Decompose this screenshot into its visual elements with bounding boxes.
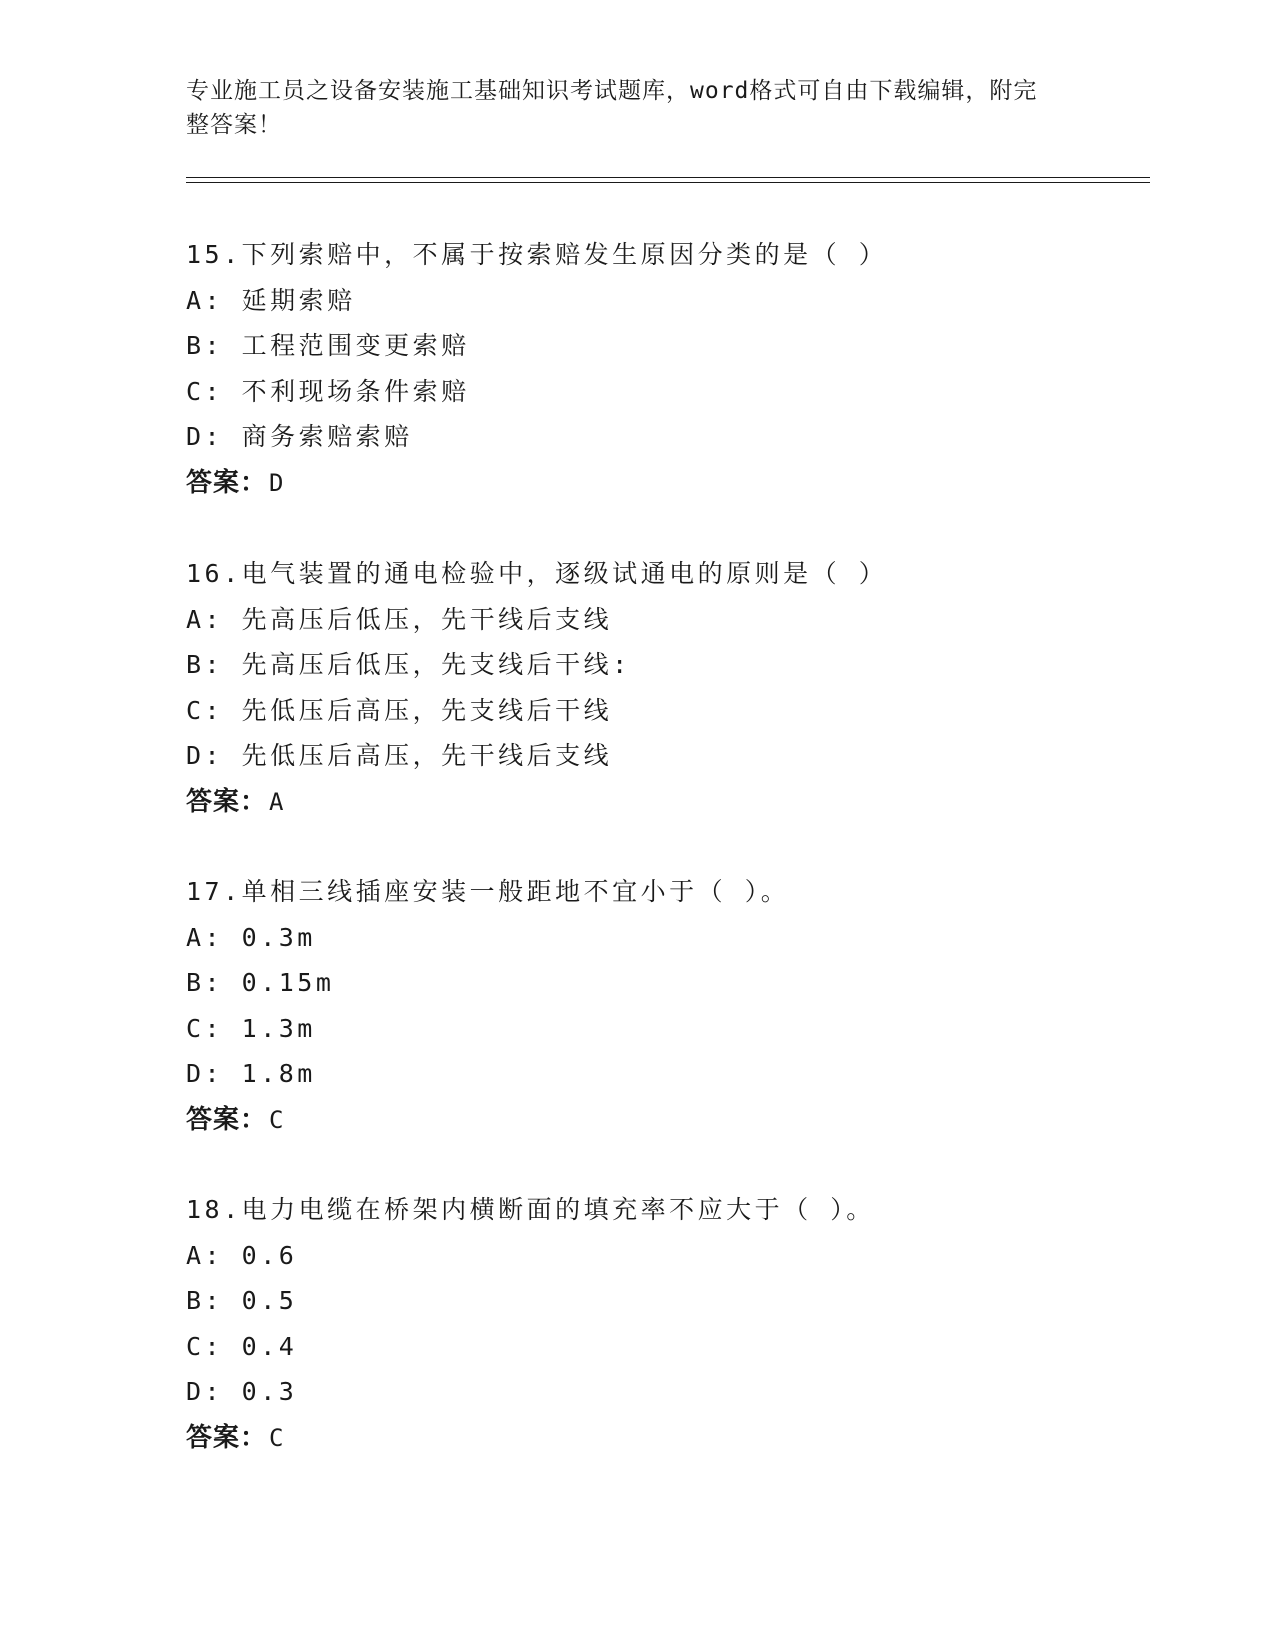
answer-label: 答案： bbox=[186, 1422, 268, 1453]
answer-line bbox=[186, 1097, 1086, 1143]
question-17 bbox=[186, 869, 1086, 1142]
question-15 bbox=[186, 232, 1086, 505]
answer-label: 答案： bbox=[186, 1104, 268, 1135]
option-c: C: 先低压后高压，先支线后干线 bbox=[186, 695, 613, 725]
option-a: A: 先高压后低压，先干线后支线 bbox=[186, 604, 613, 634]
question-18 bbox=[186, 1187, 1086, 1460]
answer-label: 答案： bbox=[186, 786, 268, 817]
answer-line bbox=[186, 1415, 1086, 1461]
question-16 bbox=[186, 551, 1086, 824]
option-d: D: 商务索赔索赔 bbox=[186, 422, 413, 451]
answer-label: 答案： bbox=[186, 467, 268, 498]
answer-line bbox=[186, 460, 1086, 506]
answer-value: D bbox=[269, 468, 285, 497]
header-line-1: 专业施工员之设备安装施工基础知识考试题库，word格式可自由下载编辑，附完 bbox=[186, 78, 1038, 104]
answer-line bbox=[186, 779, 1086, 825]
header-divider-bottom bbox=[186, 182, 1150, 183]
question-stem: 15.下列索赔中，不属于按索赔发生原因分类的是（ ） bbox=[186, 240, 888, 269]
answer-value: A bbox=[269, 787, 285, 816]
header-line-2: 整答案！ bbox=[186, 112, 282, 138]
option-d: D: 1.8m bbox=[186, 1059, 316, 1088]
option-d: D: 0.3 bbox=[186, 1377, 298, 1406]
option-d: D: 先低压后高压，先干线后支线 bbox=[186, 741, 613, 770]
option-c: C: 不利现场条件索赔 bbox=[186, 376, 470, 406]
option-c: C: 1.3m bbox=[186, 1013, 316, 1043]
option-a: A: 延期索赔 bbox=[186, 285, 356, 315]
question-stem: 17.单相三线插座安装一般距地不宜小于（ ）。 bbox=[186, 877, 790, 906]
option-b: B: 0.5 bbox=[186, 1286, 298, 1315]
question-stem: 16.电气装置的通电检验中，逐级试通电的原则是（ ） bbox=[186, 559, 888, 588]
option-a: A: 0.3m bbox=[186, 922, 316, 952]
option-b: B: 工程范围变更索赔 bbox=[186, 331, 470, 360]
header-divider-top bbox=[186, 177, 1150, 178]
option-a: A: 0.6 bbox=[186, 1240, 298, 1270]
document-header bbox=[186, 74, 1066, 142]
option-c: C: 0.4 bbox=[186, 1331, 298, 1361]
option-b: B: 先高压后低压，先支线后干线: bbox=[186, 650, 631, 679]
question-stem: 18.电力电缆在桥架内横断面的填充率不应大于（ ）。 bbox=[186, 1195, 875, 1224]
option-b: B: 0.15m bbox=[186, 968, 335, 997]
answer-value: C bbox=[269, 1105, 285, 1134]
answer-value: C bbox=[269, 1423, 285, 1452]
